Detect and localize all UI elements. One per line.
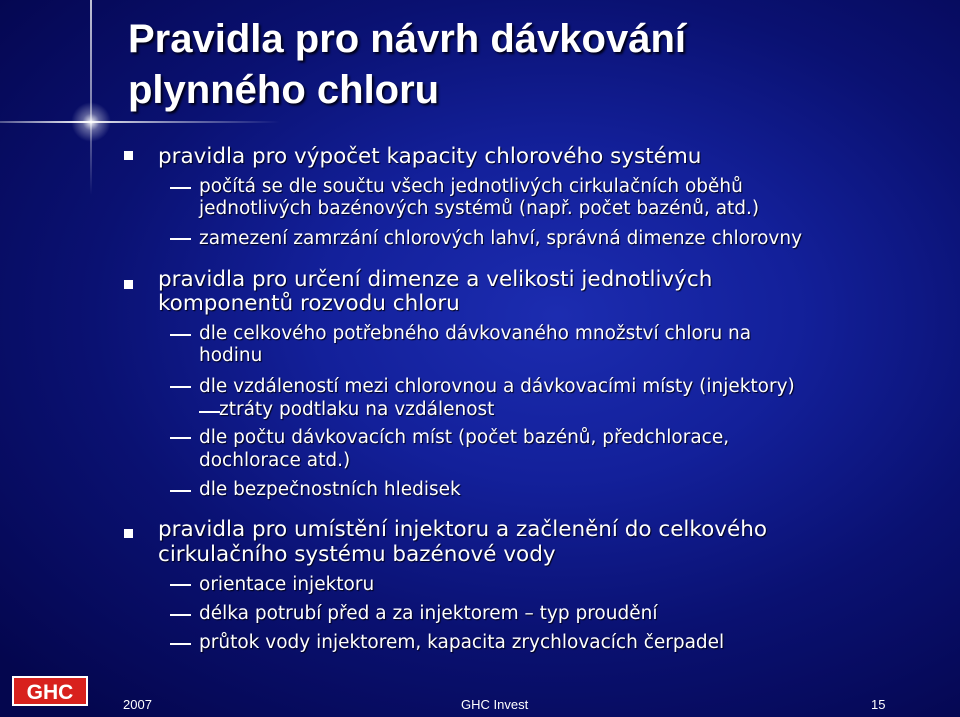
dash-bullet-icon (170, 238, 191, 240)
section-2-heading-line-1: pravidla pro určení dimenze a velikosti jednotlivých (158, 267, 713, 292)
dash-bullet-icon (170, 437, 191, 439)
footer-page-number: 15 (871, 697, 886, 712)
section-1-item-1-line-2: jednotlivých bazénových systémů (např. počet bazénů, atd.) (199, 198, 760, 219)
dash-bullet-icon (170, 334, 191, 336)
footer-company: GHC Invest (461, 697, 529, 712)
dash-bullet-icon (170, 386, 191, 388)
section-3-item-3-line-1: průtok vody injektorem, kapacita zrychlovacích čerpadel (199, 632, 725, 653)
decorative-vertical-line (90, 0, 92, 195)
section-2-item-2-subitem: ztráty podtlaku na vzdálenost (219, 399, 495, 420)
section-2-heading-line-2: komponentů rozvodu chloru (158, 291, 460, 316)
decorative-horizontal-line (0, 121, 280, 123)
section-3-heading-line-2: cirkulačního systému bazénové vody (158, 542, 556, 567)
section-2-item-2-line-1: dle vzdáleností mezi chlorovnou a dávkovacími místy (injektory) (199, 376, 795, 397)
section-2-item-4-line-1: dle bezpečnostních hledisek (199, 479, 461, 500)
square-bullet-icon (124, 280, 133, 289)
footer-year: 2007 (123, 697, 152, 712)
section-1-heading: pravidla pro výpočet kapacity chlorového systému (158, 144, 702, 169)
decorative-light-flare (71, 102, 111, 142)
section-2-item-1-line-2: hodinu (199, 345, 263, 366)
section-3-item-2-line-1: délka potrubí před a za injektorem – typ proudění (199, 603, 658, 624)
dash-bullet-icon (170, 643, 191, 645)
ghc-logo (12, 676, 88, 706)
section-2-item-3-line-1: dle počtu dávkovacích míst (počet bazénů, předchlorace, (199, 427, 730, 448)
slide-title (128, 14, 928, 116)
section-3-item-1-line-1: orientace injektoru (199, 574, 375, 595)
dash-bullet-icon (170, 584, 191, 586)
section-3-heading-line-1: pravidla pro umístění injektoru a začlenění do celkového (158, 517, 767, 542)
dash-bullet-icon (170, 490, 191, 492)
ghc-logo-text: GHC (26, 681, 74, 704)
section-1-item-2-line-1: zamezení zamrzání chlorových lahví, správná dimenze chlorovny (199, 228, 803, 249)
section-2-item-1-line-1: dle celkového potřebného dávkovaného množství chloru na (199, 323, 752, 344)
square-bullet-icon (124, 529, 133, 538)
dash-bullet-icon (170, 187, 191, 189)
square-bullet-icon (124, 151, 133, 160)
section-2-item-3-line-2: dochlorace atd.) (199, 450, 351, 471)
slide-title-line-1: Pravidla pro návrh dávkování (128, 17, 686, 61)
section-1-item-1-line-1: počítá se dle součtu všech jednotlivých cirkulačních oběhů (199, 176, 743, 197)
slide-title-line-2: plynného chloru (128, 68, 440, 112)
dash-bullet-icon (170, 614, 191, 616)
dash-bullet-icon (199, 411, 220, 413)
